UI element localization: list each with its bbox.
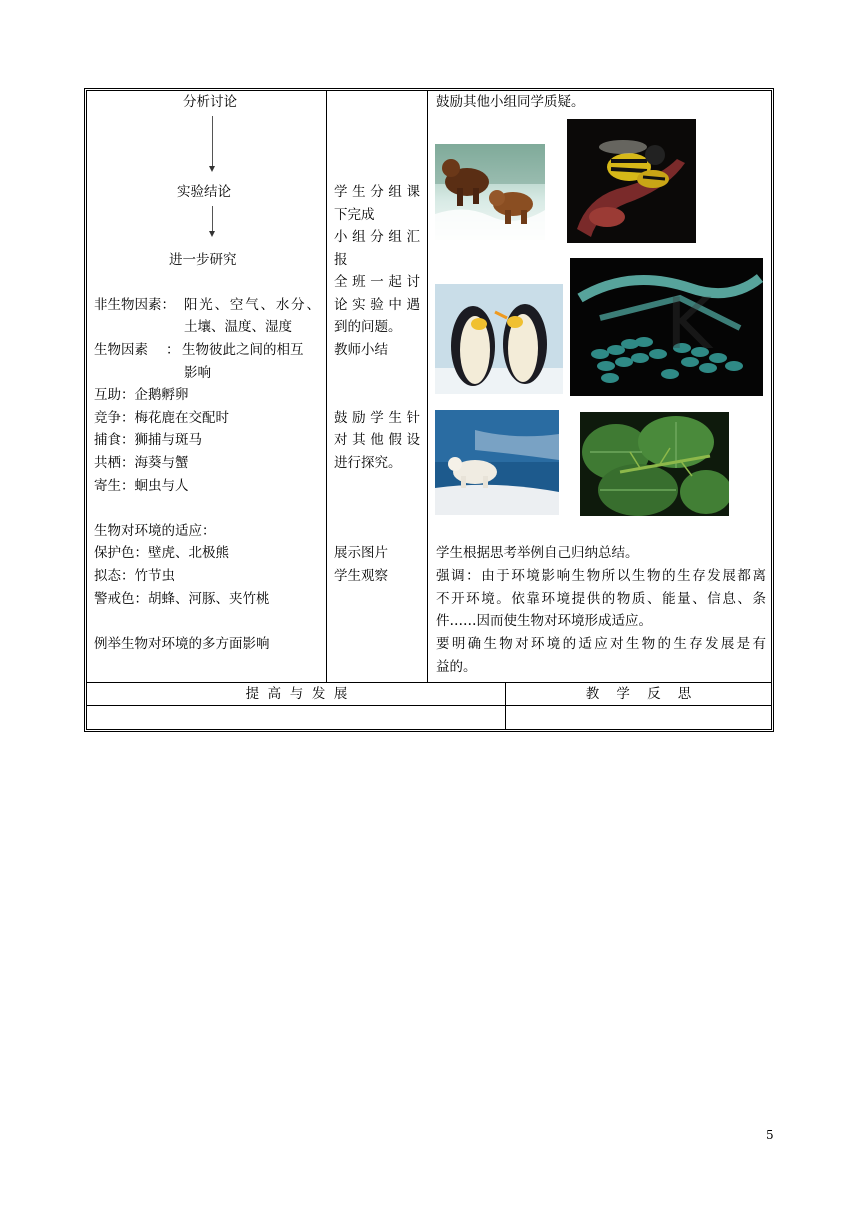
- col3-summary: 学生根据思考举例自己归纳总结。: [436, 545, 639, 561]
- footer-development-heading: 提 高 与 发 展: [245, 686, 348, 702]
- flow-step-analysis: 分析讨论: [183, 94, 237, 110]
- footer-reflection-heading: 教 学 反 思: [585, 686, 692, 702]
- relation-mutualism: 互助：企鹅孵卵: [94, 387, 189, 403]
- biotic-label: 生物因素: [94, 342, 148, 358]
- activity-line: 小组分组汇: [334, 229, 420, 245]
- col3-clarify-line1: 要明确生物对环境的适应对生物的生存发展是有: [436, 636, 766, 652]
- activity-line: 学生观察: [334, 568, 388, 584]
- relation-predation: 捕食：狮捕与斑马: [94, 432, 202, 448]
- adaptation-warning: 警戒色：胡蜂、河豚、夹竹桃: [94, 591, 270, 607]
- relation-competition: 竞争：梅花鹿在交配时: [94, 410, 229, 426]
- flow-step-further: 进一步研究: [169, 252, 237, 268]
- adaptation-title: 生物对环境的适应：: [94, 523, 216, 539]
- activity-line: 学生分组课: [334, 184, 420, 200]
- activity-line: 对其他假设: [334, 432, 420, 448]
- col3-emphasis-line3: 件……因而使生物对环境形成适应。: [436, 613, 652, 629]
- activity-line: 教师小结: [334, 342, 388, 358]
- abiotic-line2: 土壤、温度、湿度: [184, 319, 292, 335]
- col-divider-1: [326, 91, 327, 682]
- penguins-photo: [435, 284, 563, 394]
- page-number: 5: [766, 1128, 774, 1142]
- bears-photo: [435, 144, 545, 240]
- biotic-line1: 生物彼此之间的相互: [182, 342, 304, 358]
- activity-line: 到的问题。: [334, 319, 402, 335]
- abiotic-line1: 阳光、空气、水分、: [184, 297, 320, 313]
- activity-line: 报: [334, 252, 348, 268]
- flow-connector: [212, 206, 213, 231]
- activity-line: 鼓励学生针: [334, 410, 420, 426]
- relation-parasitism: 寄生：蛔虫与人: [94, 478, 189, 494]
- flow-connector: [212, 116, 213, 166]
- wasp-photo: [567, 119, 696, 243]
- col3-clarify-line2: 益的。: [436, 659, 477, 675]
- col3-emphasis-line2: 不开环境。依靠环境提供的物质、能量、信息、条: [436, 591, 766, 607]
- col3-emphasis-line1: 强调：由于环境影响生物所以生物的生存发展都离: [436, 568, 766, 584]
- biotic-line2: 影响: [184, 365, 211, 381]
- sea-anemone-photo: [570, 258, 763, 396]
- activity-line: 下完成: [334, 207, 375, 223]
- adaptation-mimicry: 拟态：竹节虫: [94, 568, 175, 584]
- abiotic-label: 非生物因素：: [94, 297, 175, 313]
- polar-bear-photo: [435, 410, 559, 515]
- adaptation-camouflage: 保护色：壁虎、北极熊: [94, 545, 229, 561]
- activity-line: 全班一起讨: [334, 274, 420, 290]
- arrow-down-icon: [209, 166, 215, 172]
- biotic-colon: ：: [166, 342, 180, 358]
- stick-insect-photo: [580, 412, 729, 516]
- svg-text:K: K: [666, 283, 712, 365]
- col-divider-2: [427, 91, 428, 682]
- flow-step-conclusion: 实验结论: [177, 184, 231, 200]
- activity-line: 展示图片: [334, 545, 388, 561]
- activity-line: 论实验中遇: [334, 297, 420, 313]
- relation-commensalism: 共栖：海葵与蟹: [94, 455, 189, 471]
- col3-top-text: 鼓励其他小组同学质疑。: [436, 94, 585, 110]
- example-text: 例举生物对环境的多方面影响: [94, 636, 270, 652]
- arrow-down-icon: [209, 231, 215, 237]
- activity-line: 进行探究。: [334, 455, 402, 471]
